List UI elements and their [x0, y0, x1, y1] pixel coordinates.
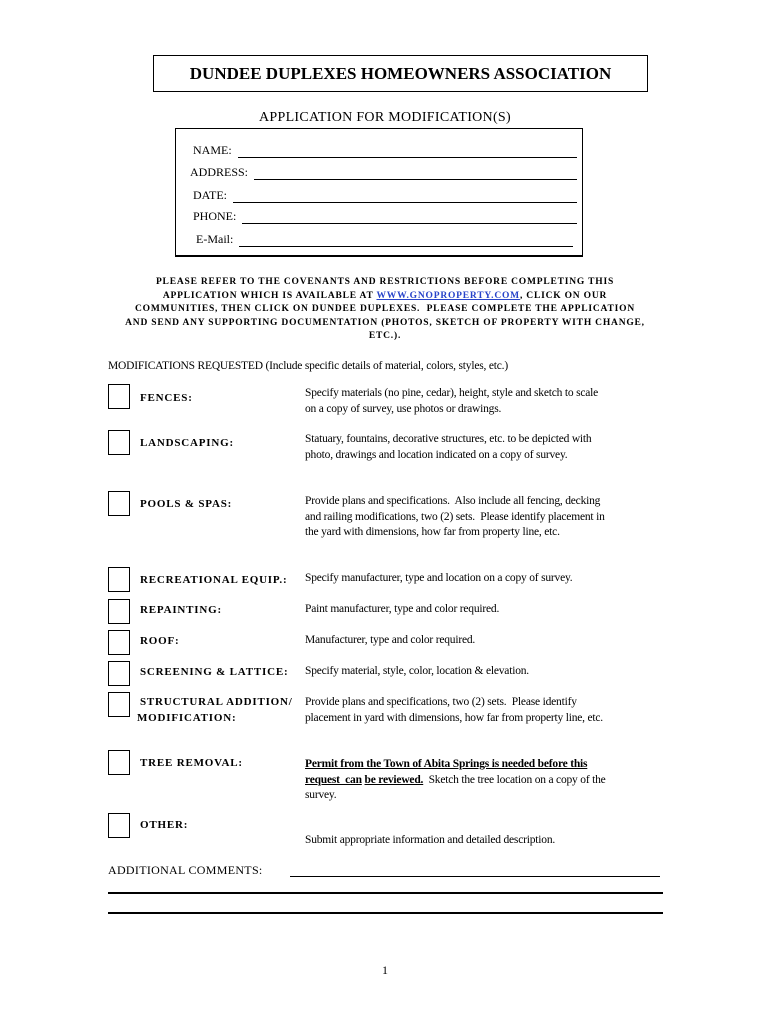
description-line: Specify manufacturer, type and location on a copy of survey. [305, 572, 573, 584]
address-row [190, 165, 577, 180]
title-box [153, 55, 648, 92]
tree-removal-checkbox[interactable] [108, 750, 130, 775]
phone-field[interactable] [242, 211, 577, 224]
notice-line [0, 290, 770, 304]
notice-line: COMMUNITIES, THEN CLICK ON DUNDEE DUPLEXES. PLEASE COMPLETE THE APPLICATION [135, 304, 635, 314]
description-line: photo, drawings and location indicated on a copy of survey. [305, 448, 568, 461]
structural-addition-description [305, 695, 603, 726]
notice-line: ETC.). [368, 331, 402, 341]
mod-item-recreational-equipment [108, 567, 663, 593]
roof-label: ROOF: [140, 635, 180, 647]
pools-spas-checkbox[interactable] [108, 491, 130, 516]
mod-item-structural-addition [108, 692, 663, 726]
gnoproperty-link[interactable]: WWW.GNOPROPERTY.COM [376, 290, 520, 301]
recreational-equipment-label: RECREATIONAL EQUIP.: [140, 574, 288, 586]
notice-line: AND SEND ANY SUPPORTING DOCUMENTATION (PHOTOS, SKETCH OF PROPERTY WITH CHANGE, [125, 317, 645, 328]
roof-checkbox[interactable] [108, 630, 130, 655]
email-field[interactable] [239, 234, 573, 247]
description-line: the yard with dimensions, how far from property line, etc. [305, 526, 560, 538]
name-row [193, 143, 577, 158]
landscaping-checkbox[interactable] [108, 430, 130, 455]
covenants-notice [0, 276, 770, 344]
structural-addition-label [137, 694, 293, 726]
tree-removal-description [305, 757, 606, 804]
description-line: Paint manufacturer, type and color required. [305, 603, 500, 615]
structural-addition-checkbox[interactable] [108, 692, 130, 717]
date-row [193, 188, 577, 203]
mod-item-fences [108, 384, 663, 414]
description-line: Submit appropriate information and detailed description. [305, 834, 556, 846]
pools-spas-label: POOLS & SPAS: [140, 498, 233, 510]
screening-lattice-label: SCREENING & LATTICE: [140, 666, 289, 678]
date-field[interactable] [233, 190, 577, 203]
notice-text: , CLICK ON OUR [519, 290, 608, 301]
permit-requirement-text: Permit from the Town of Abita Springs is needed before this [305, 758, 588, 770]
date-label: DATE: [193, 188, 227, 202]
repainting-label: REPAINTING: [140, 604, 222, 616]
mod-item-repainting [108, 599, 663, 624]
description-line: placement in yard with dimensions, how far from property line, etc. [305, 711, 603, 724]
phone-label: PHONE: [193, 209, 237, 223]
label-line: MODIFICATION: [137, 712, 237, 724]
additional-comments-field[interactable] [290, 862, 660, 877]
mod-item-tree-removal [108, 750, 663, 806]
screening-lattice-checkbox[interactable] [108, 661, 130, 686]
landscaping-label: LANDSCAPING: [140, 437, 234, 449]
description-line [305, 757, 606, 773]
document-title: DUNDEE DUPLEXES HOMEOWNERS ASSOCIATION [189, 63, 612, 83]
additional-comments-label: ADDITIONAL COMMENTS: [108, 863, 263, 877]
permit-requirement-text: request can [305, 773, 362, 786]
screening-lattice-description [305, 664, 529, 680]
modifications-heading: MODIFICATIONS REQUESTED (Include specific details of material, colors, styles, etc.) [108, 360, 508, 372]
landscaping-description [305, 432, 591, 463]
comment-line-divider [108, 892, 663, 894]
fences-description [305, 386, 598, 417]
document-subtitle: APPLICATION FOR MODIFICATION(S) [259, 110, 511, 125]
name-field[interactable] [238, 145, 577, 158]
label-line: STRUCTURAL ADDITION/ [140, 696, 293, 708]
comment-line-divider [108, 912, 663, 914]
fences-label: FENCES: [140, 392, 193, 404]
description-line: survey. [305, 789, 337, 801]
description-line: and railing modifications, two (2) sets. Please identify placement in [305, 510, 605, 523]
mod-item-screening-lattice [108, 661, 663, 686]
tree-removal-label: TREE REMOVAL: [140, 757, 243, 769]
mod-item-pools-spas [108, 491, 663, 541]
other-checkbox[interactable] [108, 813, 130, 838]
email-label: E-Mail: [196, 232, 234, 246]
recreational-equipment-checkbox[interactable] [108, 567, 130, 592]
page-number: 1 [382, 963, 388, 977]
fences-checkbox[interactable] [108, 384, 130, 409]
roof-description [305, 633, 475, 649]
phone-row [193, 209, 577, 224]
address-label: ADDRESS: [190, 165, 249, 179]
description-line: Specify material, style, color, location & elevation. [305, 665, 529, 677]
mod-item-other [108, 813, 663, 850]
mod-item-roof [108, 630, 663, 655]
other-label: OTHER: [140, 819, 189, 831]
description-text: Sketch the tree location on a copy of the [423, 773, 606, 786]
repainting-description [305, 602, 499, 618]
description-line: Manufacturer, type and color required. [305, 634, 476, 646]
address-field[interactable] [254, 167, 577, 180]
pools-spas-description [305, 494, 605, 541]
description-line: Statuary, fountains, decorative structures, etc. to be depicted with [305, 433, 592, 445]
notice-text: APPLICATION WHICH IS AVAILABLE AT [162, 290, 377, 301]
repainting-checkbox[interactable] [108, 599, 130, 624]
applicant-info-box [175, 128, 583, 257]
recreational-equipment-description [305, 571, 573, 587]
description-line [305, 773, 606, 789]
description-line: Provide plans and specifications. Also include all fencing, decking [305, 495, 601, 507]
email-row [196, 232, 573, 247]
description-line: on a copy of survey, use photos or drawings. [305, 402, 502, 415]
mod-item-landscaping [108, 430, 663, 462]
permit-requirement-text: be reviewed. [364, 773, 424, 786]
description-line: Provide plans and specifications, two (2) sets. Please identify [305, 696, 577, 708]
name-label: NAME: [193, 143, 232, 157]
notice-line: PLEASE REFER TO THE COVENANTS AND RESTRICTIONS BEFORE COMPLETING THIS [155, 277, 615, 287]
description-line: Specify materials (no pine, cedar), height, style and sketch to scale [305, 387, 599, 399]
other-description [305, 833, 555, 849]
